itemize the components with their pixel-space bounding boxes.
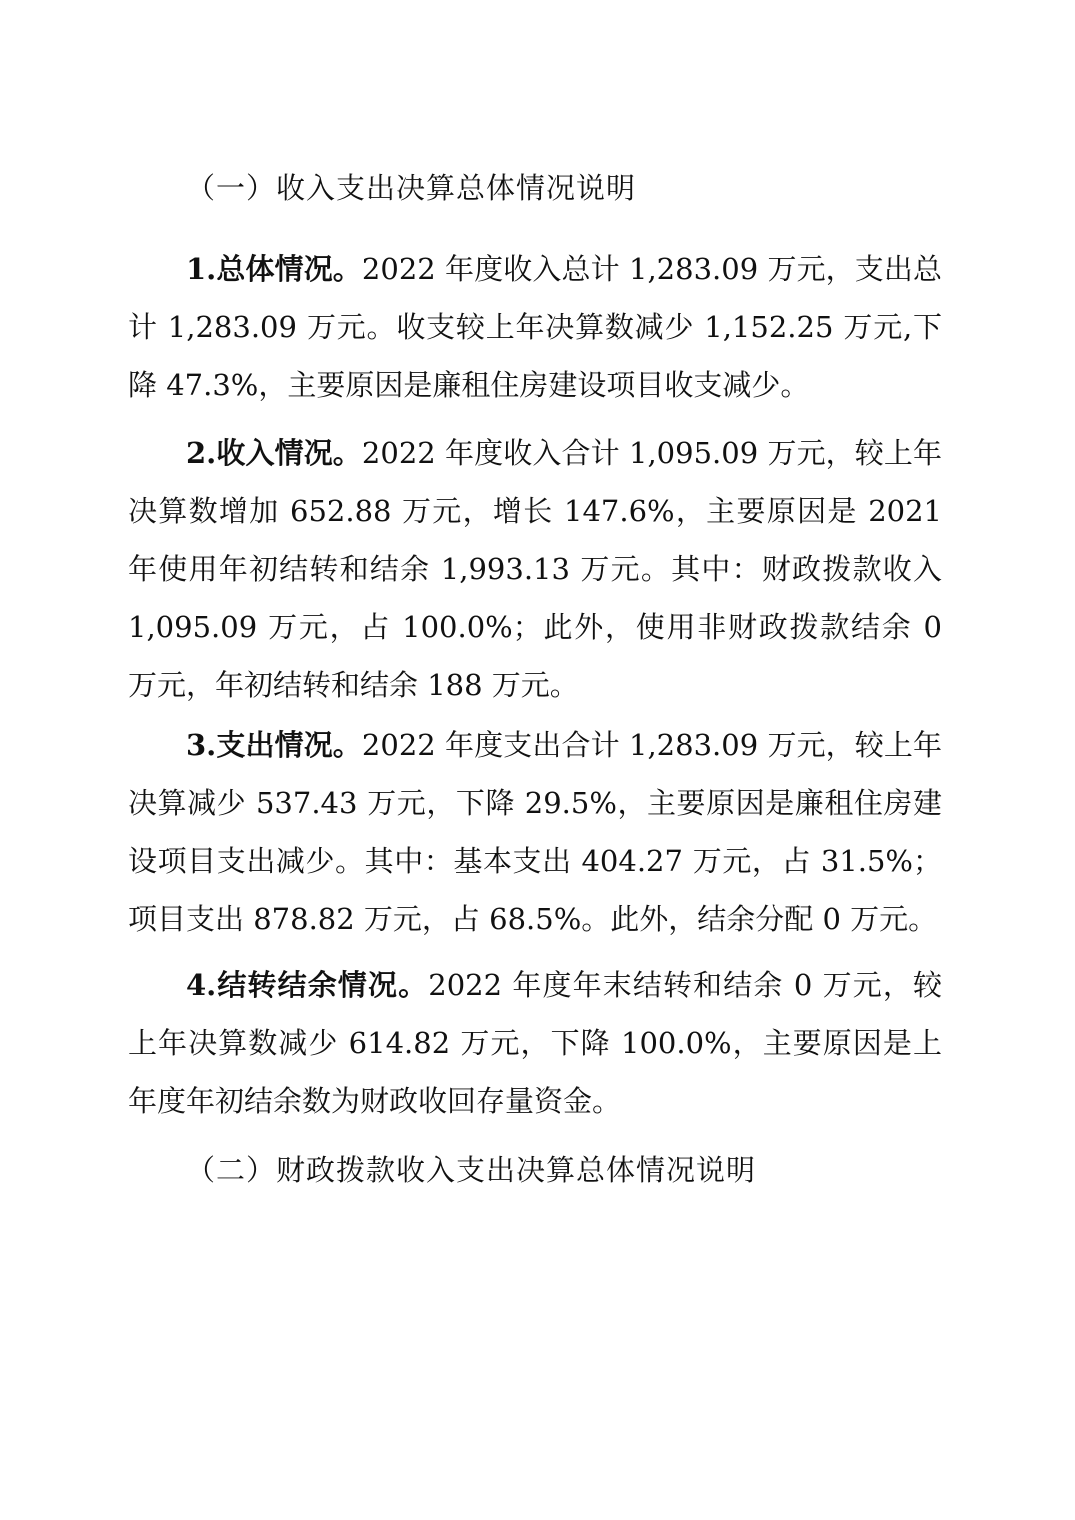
paragraph-overall xyxy=(128,240,942,414)
paragraph-expenditure-text: 2022 年度支出合计 1,283.09 万元，较上年决算减少 537.43 万元，下降 29.5%，主要原因是廉租住房建设项目支出减少。其中：基本支出 404.27 万元，占 31.5%；项目支出 878.82 万元，占 68.5%。此外，结余分配 0 万元。 xyxy=(128,728,942,936)
paragraph-expenditure-lead: 3.支出情况。 xyxy=(186,728,362,762)
paragraph-carryover xyxy=(128,956,942,1130)
paragraph-income-lead: 2.收入情况。 xyxy=(186,436,362,470)
paragraph-income-text: 2022 年度收入合计 1,095.09 万元，较上年决算数增加 652.88 万元，增长 147.6%，主要原因是 2021 年使用年初结转和结余 1,993.13 万元。其中：财政拨款收入 1,095.09 万元，占 100.0%；此外，使用非财政拨款结余 0 万元，年初结转和结余 188 万元。 xyxy=(128,436,942,702)
section-heading-fiscal-appropriation: （二）财政拨款收入支出决算总体情况说明 xyxy=(186,1153,757,1187)
paragraph-expenditure xyxy=(128,716,942,948)
section-heading-income-expenditure: （一）收入支出决算总体情况说明 xyxy=(186,171,637,205)
paragraph-carryover-lead: 4.结转结余情况。 xyxy=(186,968,429,1002)
paragraph-carryover-text: 2022 年度年末结转和结余 0 万元，较上年决算数减少 614.82 万元，下降 100.0%，主要原因是上年度年初结余数为财政收回存量资金。 xyxy=(128,968,942,1118)
paragraph-overall-lead: 1.总体情况。 xyxy=(186,252,362,286)
paragraph-income xyxy=(128,424,942,714)
paragraph-overall-text: 2022 年度收入总计 1,283.09 万元，支出总计 1,283.09 万元。收支较上年决算数减少 1,152.25 万元,下降 47.3%，主要原因是廉租住房建设项目收支减少。 xyxy=(128,252,942,402)
